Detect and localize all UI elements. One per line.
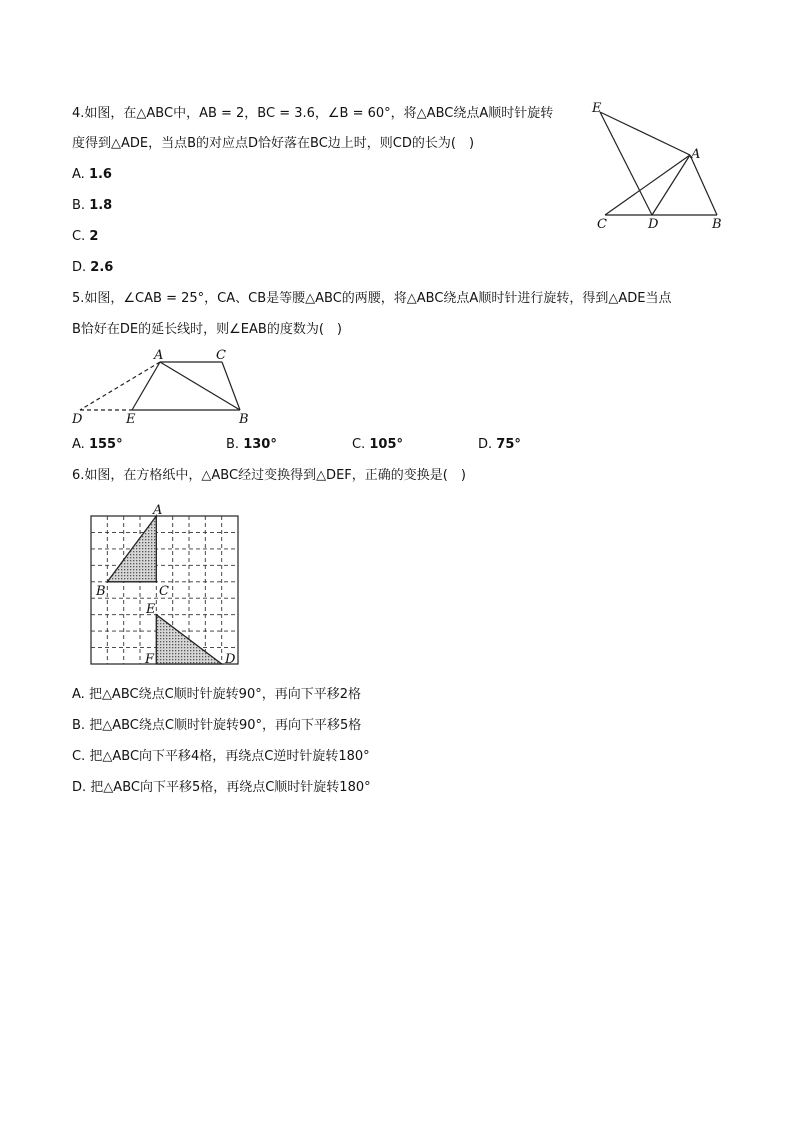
option-text: 1.8 [89,198,113,213]
question-6-grid-figure [88,500,248,670]
label-E: E [146,602,156,617]
label-F: F [145,652,155,667]
question-5-figure [70,345,260,430]
option-text: 2 [89,229,99,244]
option-letter: B. [226,437,240,452]
question-text: 如图，在方格纸中，△ABC经过变换得到△DEF，正确的变换是( ) [84,468,466,483]
option-letter: D. [478,437,493,452]
label-B: B [712,217,722,232]
q5-option-b[interactable] [226,437,277,453]
option-letter: A. [72,437,85,452]
option-text: 把△ABC绕点C顺时针旋转90°，再向下平移5格 [89,718,362,733]
label-E: E [592,101,602,116]
option-letter: B. [72,198,86,213]
option-letter: A. [72,687,85,702]
question-text: 如图，∠CAB = 25°，CA、CB是等腰△ABC的两腰，将△ABC绕点A顺时针进行旋转，得到△ADE当点 [84,291,672,306]
question-number: 5. [72,291,85,306]
label-E: E [126,412,136,427]
question-6-line-1 [72,468,466,484]
label-C: C [597,217,607,232]
label-D: D [225,652,236,667]
option-letter: C. [72,229,86,244]
option-letter: B. [72,718,86,733]
label-D: D [72,412,83,427]
question-text: 如图，在△ABC中，AB = 2，BC = 3.6，∠B = 60°，将△ABC绕点A顺时针旋转 [84,106,554,121]
q5-option-d[interactable] [478,437,521,453]
label-D: D [648,217,659,232]
option-text: 105° [369,437,403,452]
label-B: B [96,584,106,599]
question-4-line-2: 度得到△ADE，当点B的对应点D恰好落在BC边上时，则CD的长为( ) [72,136,475,151]
option-text: 75° [496,437,521,452]
question-4-figure [590,100,730,235]
question-number: 6. [72,468,85,483]
option-letter: D. [72,780,87,795]
option-text: 把△ABC绕点C顺时针旋转90°，再向下平移2格 [88,687,361,702]
question-5-line-1 [72,291,671,307]
q6-option-b[interactable] [72,718,361,734]
option-text: 把△ABC向下平移5格，再绕点C顺时针旋转180° [90,780,371,795]
label-A: A [153,503,163,518]
option-text: 1.6 [88,167,112,182]
option-letter: A. [72,167,85,182]
q4-option-c[interactable] [72,229,98,245]
label-A: A [154,348,164,363]
q4-option-a[interactable] [72,167,112,183]
option-text: 把△ABC向下平移4格，再绕点C逆时针旋转180° [89,749,370,764]
q4-option-b[interactable] [72,198,112,214]
option-text: 155° [88,437,123,452]
label-A: A [691,147,701,162]
q5-option-c[interactable] [352,437,403,453]
option-letter: C. [352,437,366,452]
q4-option-d[interactable] [72,260,113,276]
q6-option-a[interactable] [72,687,361,703]
q6-option-c[interactable] [72,749,370,765]
option-letter: D. [72,260,87,275]
option-letter: C. [72,749,86,764]
option-text: 130° [243,437,277,452]
question-number: 4. [72,106,85,121]
q5-option-a[interactable] [72,437,123,453]
q6-option-d[interactable] [72,780,371,796]
label-C: C [216,348,226,363]
option-text: 2.6 [90,260,114,275]
question-5-line-2: B恰好在DE的延长线时，则∠EAB的度数为( ) [72,322,342,337]
question-4-line-1 [72,106,553,122]
label-B: B [239,412,249,427]
label-C: C [159,584,169,599]
